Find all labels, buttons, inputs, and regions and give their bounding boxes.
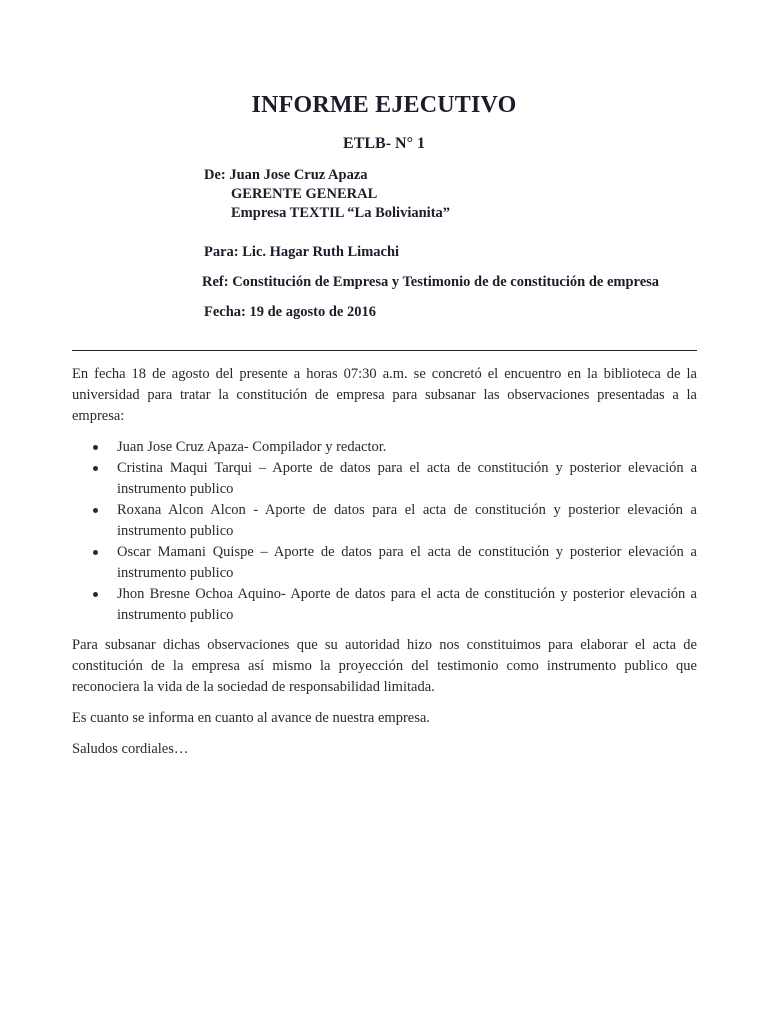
list-item-text: Roxana Alcon Alcon - Aporte de datos para el acta de constitución y posterior elevación a instrumento publico [117,502,697,539]
closing-paragraph: Para subsanar dichas observaciones que su autoridad hizo nos constituimos para elaborar el acta de constitución de la empresa así mismo la proyección del testimonio como instrumento publico que reconociera la vida de la sociedad de responsabilidad limitada. [72,637,697,695]
participant-list [72,437,697,626]
sender-company: Empresa TEXTIL “La Bolivianita” [231,205,451,221]
document-number: ETLB- N° 1 [343,135,425,152]
bullet-icon [93,508,98,513]
list-item-text: Juan Jose Cruz Apaza- Compilador y redactor. [117,439,387,455]
sender-name: De: Juan Jose Cruz Apaza [204,167,368,183]
recipient-line: Para: Lic. Hagar Ruth Limachi [204,244,400,260]
list-item [72,542,697,584]
bullet-icon [93,466,98,471]
report-statement: Es cuanto se informa en cuanto al avance de nuestra empresa. [72,710,430,726]
sign-off: Saludos cordiales… [72,741,189,757]
list-item [72,584,697,626]
bullet-icon [93,550,98,555]
header-divider [72,350,697,351]
list-item [72,500,697,542]
document-title: INFORME EJECUTIVO [251,92,517,118]
bullet-icon [93,445,98,450]
list-item [72,437,697,458]
sender-position: GERENTE GENERAL [231,186,378,202]
list-item-text: Oscar Mamani Quispe – Aporte de datos para el acta de constitución y posterior elevación a instrumento publico [117,544,697,581]
bullet-icon [93,592,98,597]
date-line: Fecha: 19 de agosto de 2016 [204,304,376,320]
reference-line: Ref: Constitución de Empresa y Testimonio de de constitución de empresa [202,274,660,290]
list-item-text: Cristina Maqui Tarqui – Aporte de datos para el acta de constitución y posterior elevación a instrumento publico [117,460,697,497]
sender-block [204,166,450,223]
intro-paragraph: En fecha 18 de agosto del presente a horas 07:30 a.m. se concretó el encuentro en la biblioteca de la universidad para tratar la constitución de empresa para subsanar las observaciones presentadas a la empresa: [72,366,697,424]
list-item-text: Jhon Bresne Ochoa Aquino- Aporte de datos para el acta de constitución y posterior elevación a instrumento publico [117,586,697,623]
list-item [72,458,697,500]
